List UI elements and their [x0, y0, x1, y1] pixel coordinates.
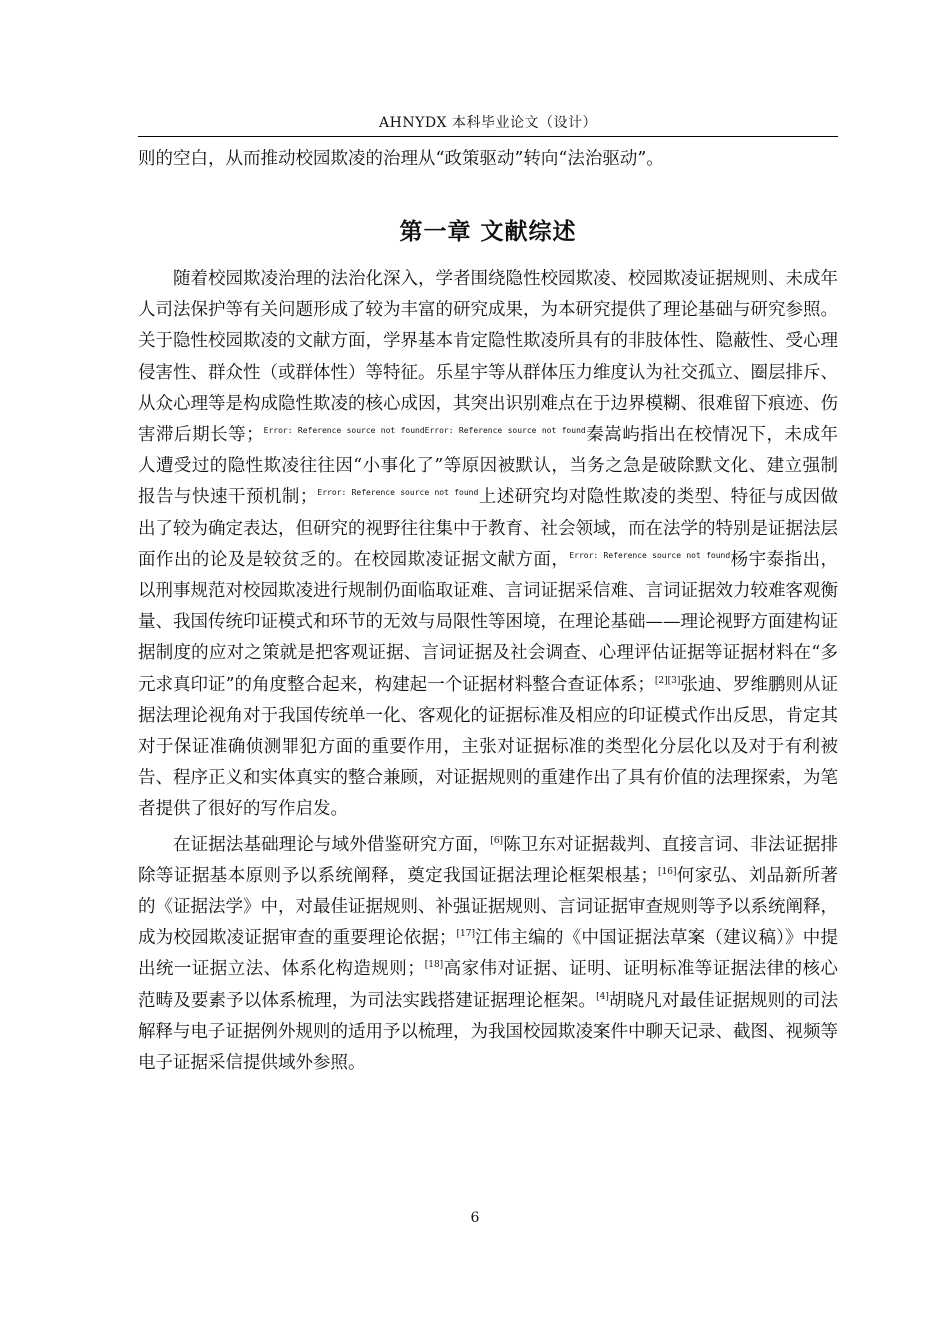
citation: [6]: [490, 835, 504, 846]
para2-text-5: 高家伟对证据、证明、证明标准等证据法律的核心范畴及要素予以体系梳理，为司法实践搭建证据理论框架。: [138, 959, 839, 1011]
citation: [16]: [658, 866, 677, 877]
para1-text-4: 杨宇泰指出，以刑事规范对校园欺凌进行规制仍面临取证难、言词证据采信难、言词证据效力较难客观衡量、我国传统印证模式和环节的无效与局限性等困境，在理论基础——理论视野方面建构证据制度的应对之策就是把客观证据、言词证据及社会调查、心理评估证据等证据材料在“多元求真印证”的角度整合起来，构建起一个证据材料整合查证体系；: [138, 549, 839, 695]
citation: [17]: [456, 929, 475, 940]
page-number: 6: [470, 1210, 480, 1226]
para1-text-5: 张迪、罗维鹏则从证据法理论视角对于我国传统单一化、客观化的证据标准及相应的印证模式作出反思，肯定其对于保证准确侦测罪犯方面的重要作用，主张对证据标准的类型化分层化以及对于有利被告、程序正义和实体真实的整合兼顾，对证据规则的重建作出了具有价值的法理探索，为笔者提供了很好的写作启发。: [138, 674, 839, 820]
reference-error: Error: Reference source not found: [317, 488, 479, 498]
header-rule: [138, 136, 838, 137]
continuation-text: 则的空白，从而推动校园欺凌的治理从“政策驱动”转向“法治驱动”。: [138, 149, 664, 169]
chapter-title: 第一章 文献综述: [399, 219, 577, 245]
para1-text-3: 上述研究均对隐性欺凌的类型、特征与成因做出了较为确定表达，但研究的视野往往集中于教育、社会领域，而在法学的特别是证据法层面作出的论及是较贫乏的。在校园欺凌证据文献方面，: [138, 487, 839, 570]
page-body: [138, 143, 838, 1079]
para1-text-2: 秦嵩屿指出在校情况下，未成年人遭受过的隐性欺凌往往因“小事化了”等原因被默认，当务之急是破除默文化、建立强制报告与快速干预机制；: [138, 425, 839, 508]
para2-text-4: 江伟主编的《中国证据法草案（建议稿）》中提出统一证据立法、体系化构造规则；: [138, 928, 839, 980]
reference-error: Error: Reference source not foundError: Reference source not found: [263, 426, 586, 436]
para2-text-1: 在证据法基础理论与域外借鉴研究方面，: [173, 834, 491, 855]
citation: [18]: [424, 960, 444, 971]
para1-text-1: 随着校园欺凌治理的法治化深入，学者围绕隐性校园欺凌、校园欺凌证据规则、未成年人司法保护等有关问题形成了较为丰富的研究成果，为本研究提供了理论基础与研究参照。关于隐性校园欺凌的文献方面，学界基本肯定隐性欺凌所具有的非肢体性、隐蔽性、受心理侵害性、群众性（或群体性）等特征。乐星宇等从群体压力维度认为社交孤立、圈层排斥、从众心理等是构成隐性欺凌的核心成因，其突出识别难点在于边界模糊、很难留下痕迹、伤害滞后期长等；: [138, 269, 838, 446]
para2-text-2: 陈卫东对证据裁判、直接言词、非法证据排除等证据基本原则予以系统阐释，奠定我国证据法理论框架根基；: [138, 834, 839, 886]
paragraph-1: [138, 264, 838, 826]
citation: [2][3]: [654, 675, 681, 686]
para2-text-6: 胡晓凡对最佳证据规则的司法解释与电子证据例外规则的适用予以梳理，为我国校园欺凌案件中聊天记录、截图、视频等电子证据采信提供域外参照。: [138, 990, 839, 1074]
running-header: AHNYDX 本科毕业论文（设计）: [379, 115, 597, 131]
citation: [4]: [596, 991, 609, 1002]
reference-error: Error: Reference source not found: [569, 550, 731, 560]
para2-text-3: 何家弘、刘品新所著的《证据法学》中，对最佳证据规则、补强证据规则、言词证据审查规则等予以系统阐释，成为校园欺凌证据审查的重要理论依据；: [138, 865, 839, 949]
paragraph-2: [138, 830, 838, 1080]
